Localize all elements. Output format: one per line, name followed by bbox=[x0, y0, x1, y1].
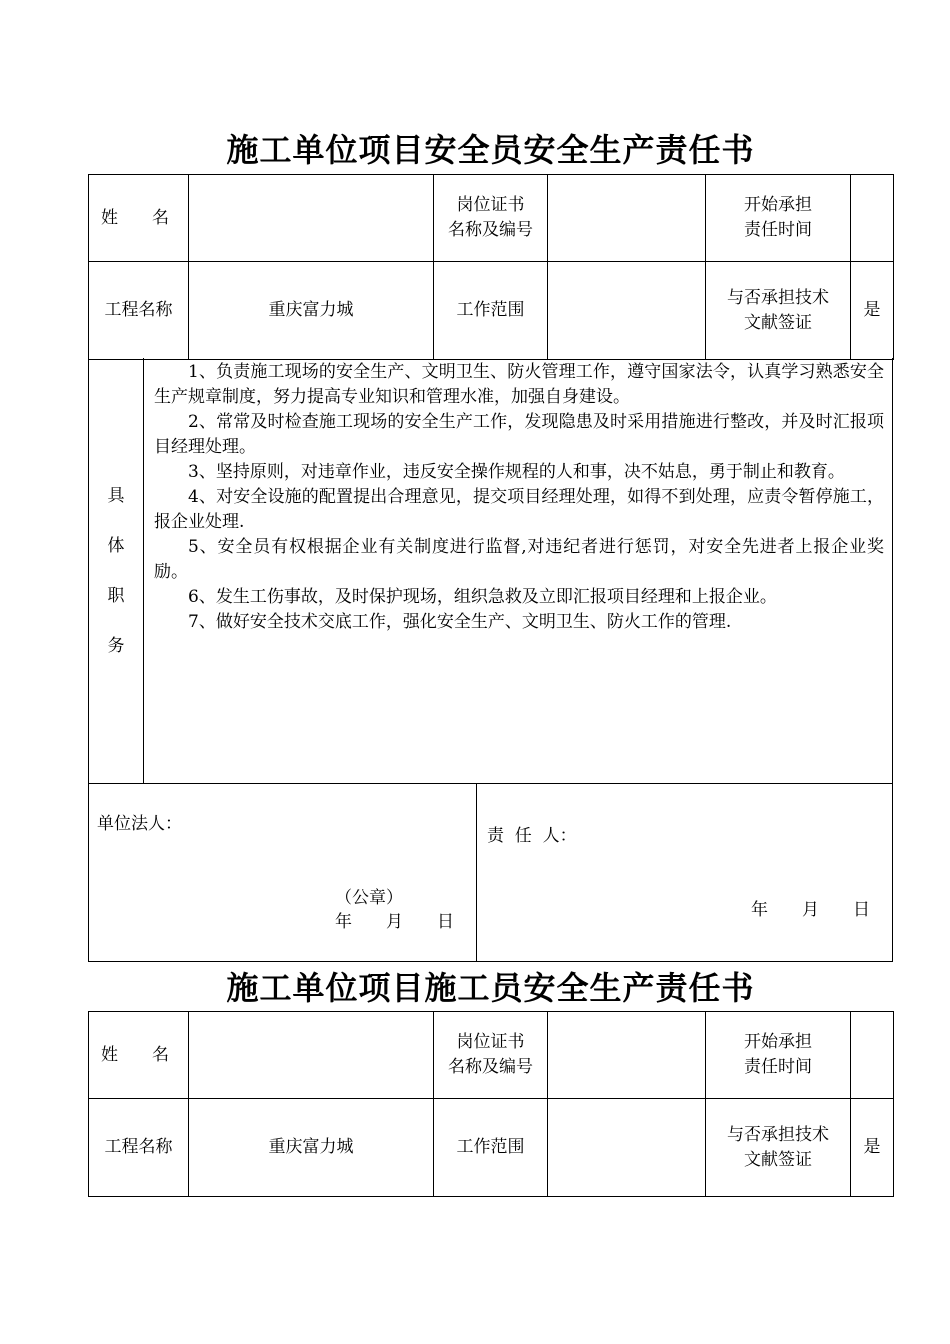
tech-value: 是 bbox=[851, 1099, 894, 1197]
project-label: 工程名称 bbox=[89, 1099, 189, 1197]
page-title-safety-officer: 施工单位项目安全员安全生产责任书 bbox=[226, 131, 755, 169]
scope-label: 工作范围 bbox=[434, 262, 548, 360]
duty-item: 5、安全员有权根据企业有关制度进行监督,对违纪者进行惩罚，对安全先进者上报企业奖励。 bbox=[154, 537, 884, 582]
project-value: 重庆富力城 bbox=[189, 262, 434, 360]
name-label bbox=[89, 1012, 189, 1099]
duties-label bbox=[89, 358, 144, 783]
scope-value-cell[interactable] bbox=[548, 262, 706, 360]
duty-item: 3、坚持原则，对违章作业，违反安全操作规程的人和事，决不姑息，勇于制止和教育。 bbox=[188, 462, 845, 482]
info-table-1 bbox=[88, 174, 894, 360]
tech-label-line2: 文献签证 bbox=[744, 1149, 812, 1170]
cert-label-line1: 岗位证书 bbox=[456, 195, 525, 215]
start-label bbox=[706, 1012, 851, 1099]
date-left: 年 月 日 bbox=[335, 912, 454, 932]
start-value-cell[interactable] bbox=[851, 175, 894, 262]
signature-section bbox=[88, 783, 893, 962]
name-label bbox=[89, 175, 189, 262]
start-label-line1: 开始承担 bbox=[744, 195, 812, 215]
start-label bbox=[706, 175, 851, 262]
start-label-line1: 开始承担 bbox=[744, 1032, 812, 1052]
project-value: 重庆富力城 bbox=[189, 1099, 434, 1197]
cert-label-line2: 名称及编号 bbox=[448, 1057, 533, 1077]
name-value-cell[interactable] bbox=[189, 175, 434, 262]
duties-label-char: 体 bbox=[107, 535, 125, 556]
tech-label-line2: 文献签证 bbox=[744, 312, 812, 333]
duty-item: 1、负责施工现场的安全生产、文明卫生、防火管理工作，遵守国家法令，认真学习熟悉安全生产规章制度，努力提高专业知识和管理水准，加强自身建设。 bbox=[154, 362, 884, 407]
duties-list bbox=[154, 360, 884, 635]
duties-label-char: 务 bbox=[107, 635, 125, 656]
page-title-construction-officer: 施工单位项目施工员安全生产责任书 bbox=[226, 969, 755, 1007]
legal-person-label: 单位法人： bbox=[97, 814, 182, 834]
seal-label: （公章） bbox=[335, 888, 403, 908]
info-table-2 bbox=[88, 1011, 894, 1197]
cert-value-cell[interactable] bbox=[548, 1012, 706, 1099]
cert-value-cell[interactable] bbox=[548, 175, 706, 262]
tech-label-line1: 与否承担技术 bbox=[727, 287, 829, 308]
scope-label: 工作范围 bbox=[434, 1099, 548, 1197]
scope-value-cell[interactable] bbox=[548, 1099, 706, 1197]
tech-label bbox=[706, 1099, 851, 1197]
name-label-text: 姓 名 bbox=[101, 1044, 169, 1065]
duties-section bbox=[88, 358, 893, 784]
start-label-line2: 责任时间 bbox=[744, 220, 812, 240]
start-label-line2: 责任时间 bbox=[744, 1057, 812, 1077]
date-right: 年 月 日 bbox=[751, 900, 870, 920]
duty-item: 6、发生工伤事故，及时保护现场，组织急救及立即汇报项目经理和上报企业。 bbox=[188, 587, 777, 607]
duty-item: 7、做好安全技术交底工作，强化安全生产、文明卫生、防火工作的管理. bbox=[188, 612, 732, 632]
cert-label-line1: 岗位证书 bbox=[456, 1032, 525, 1052]
tech-label-line1: 与否承担技术 bbox=[727, 1124, 829, 1145]
duties-label-char: 职 bbox=[107, 585, 125, 606]
responsible-person-label: 责 任 人： bbox=[487, 826, 577, 846]
cert-label bbox=[434, 175, 548, 262]
tech-label bbox=[706, 262, 851, 360]
cert-label bbox=[434, 1012, 548, 1099]
tech-value: 是 bbox=[851, 262, 894, 360]
name-label-text: 姓 名 bbox=[101, 207, 169, 228]
duty-item: 2、常常及时检查施工现场的安全生产工作，发现隐患及时采用措施进行整改，并及时汇报项目经理处理。 bbox=[154, 412, 884, 457]
cert-label-line2: 名称及编号 bbox=[448, 220, 533, 240]
duties-label-char: 具 bbox=[107, 485, 125, 506]
duty-item: 4、对安全设施的配置提出合理意见，提交项目经理处理，如得不到处理，应责令暂停施工，报企业处理. bbox=[154, 487, 884, 532]
signature-divider bbox=[476, 784, 477, 961]
start-value-cell[interactable] bbox=[851, 1012, 894, 1099]
name-value-cell[interactable] bbox=[189, 1012, 434, 1099]
project-label: 工程名称 bbox=[89, 262, 189, 360]
